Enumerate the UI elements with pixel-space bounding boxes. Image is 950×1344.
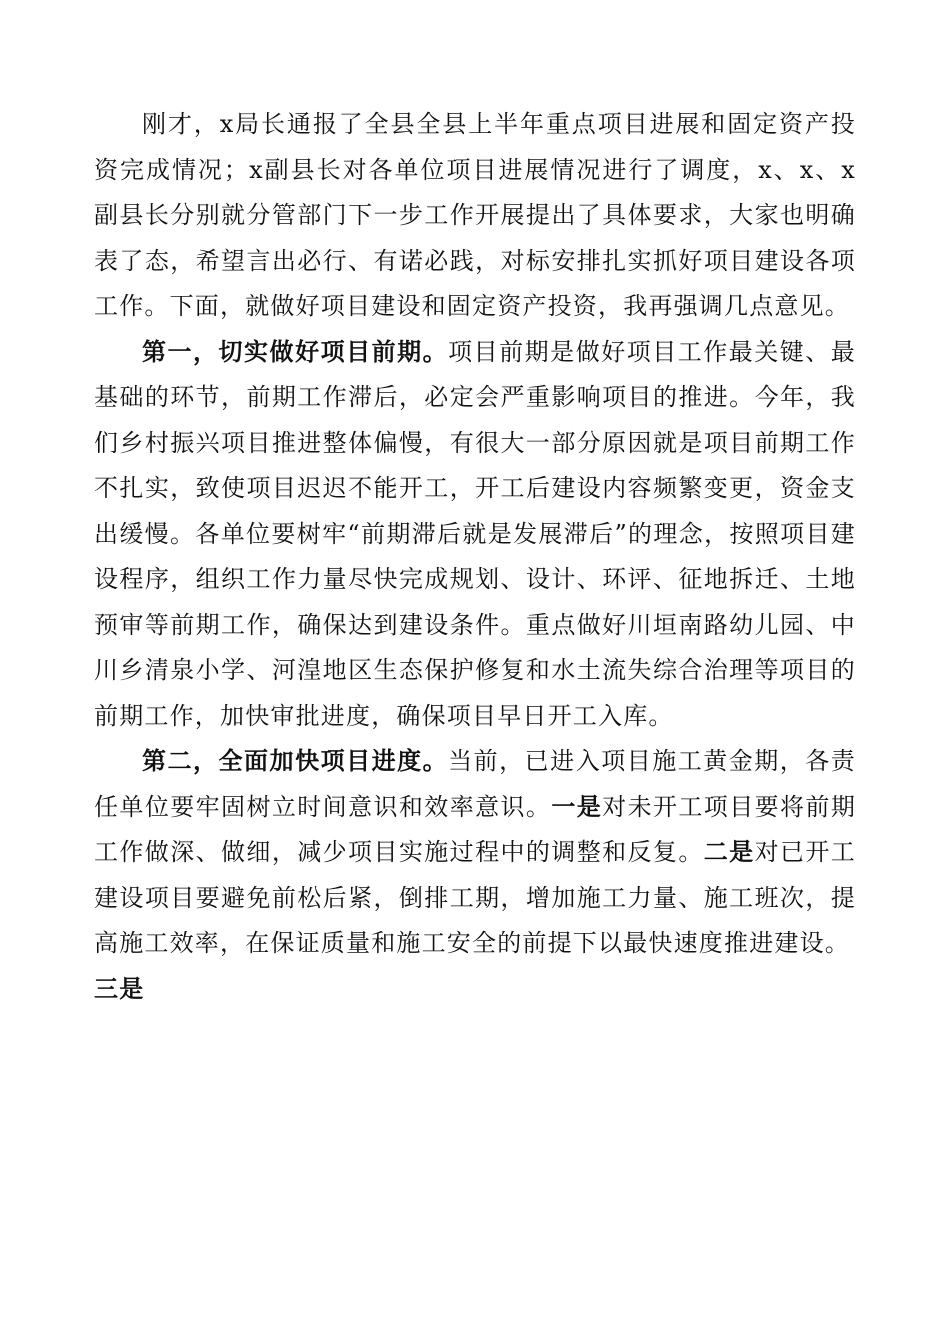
paragraph-intro — [94, 102, 856, 330]
paragraph-intro-text: 刚才，x局长通报了全县全县上半年重点项目进展和固定资产投资完成情况；x副县长对各单位项目进展情况进行了调度，x、x、x副县长分别就分管部门下一步工作开展提出了具体要求，大家也明确表了态，希望言出必行、有诺必践，对标安排扎实抓好项目建设各项工作。下面，就做好项目建设和固定资产投资，我再强调几点意见。 — [94, 110, 856, 320]
paragraph-third-sub-point — [94, 967, 856, 1013]
sub-point-one-label: 一是 — [551, 792, 603, 821]
sub-point-three-label: 三是 — [94, 974, 145, 1003]
sub-point-one-text: 对未开工项目要将前期工作做深、做细，减少项目实施过程中的调整和反复。 — [94, 792, 857, 866]
first-point-body: 项目前期是做好项目工作最关键、最基础的环节，前期工作滞后，必定会严重影响项目的推进。今年，我们乡村振兴项目推进整体偏慢，有很大一部分原因就是项目前期工作不扎实，致使项目迟迟不能开工，开工后建设内容频繁变更，资金支出缓慢。各单位要树牢“前期滞后就是发展滞后”的理念，按照项目建设程序，组织工作力量尽快完成规划、设计、环评、征地拆迁、土地预审等前期工作，确保达到建设条件。重点做好川垣南路幼儿园、中川乡清泉小学、河湟地区生态保护修复和水土流失综合治理等项目的前期工作，加快审批进度，确保项目早日开工入库。 — [94, 337, 857, 730]
second-point-heading: 第二，全面加快项目进度。 — [142, 747, 449, 775]
first-point-heading: 第一，切实做好项目前期。 — [142, 337, 449, 366]
paragraph-first-point — [94, 330, 856, 740]
sub-point-two-text: 对已开工建设项目要避免前松后紧，倒排工期，增加施工力量、施工班次，提高施工效率，在保证质量和施工安全的前提下以最快速度推进建设。 — [94, 838, 856, 957]
document-page — [94, 102, 856, 1012]
paragraph-second-point — [94, 739, 856, 967]
sub-point-two-label: 二是 — [703, 838, 755, 866]
second-point-intro: 当前，已进入项目施工黄金期，各责任单位要牢固树立时间意识和效率意识。 — [94, 747, 857, 821]
